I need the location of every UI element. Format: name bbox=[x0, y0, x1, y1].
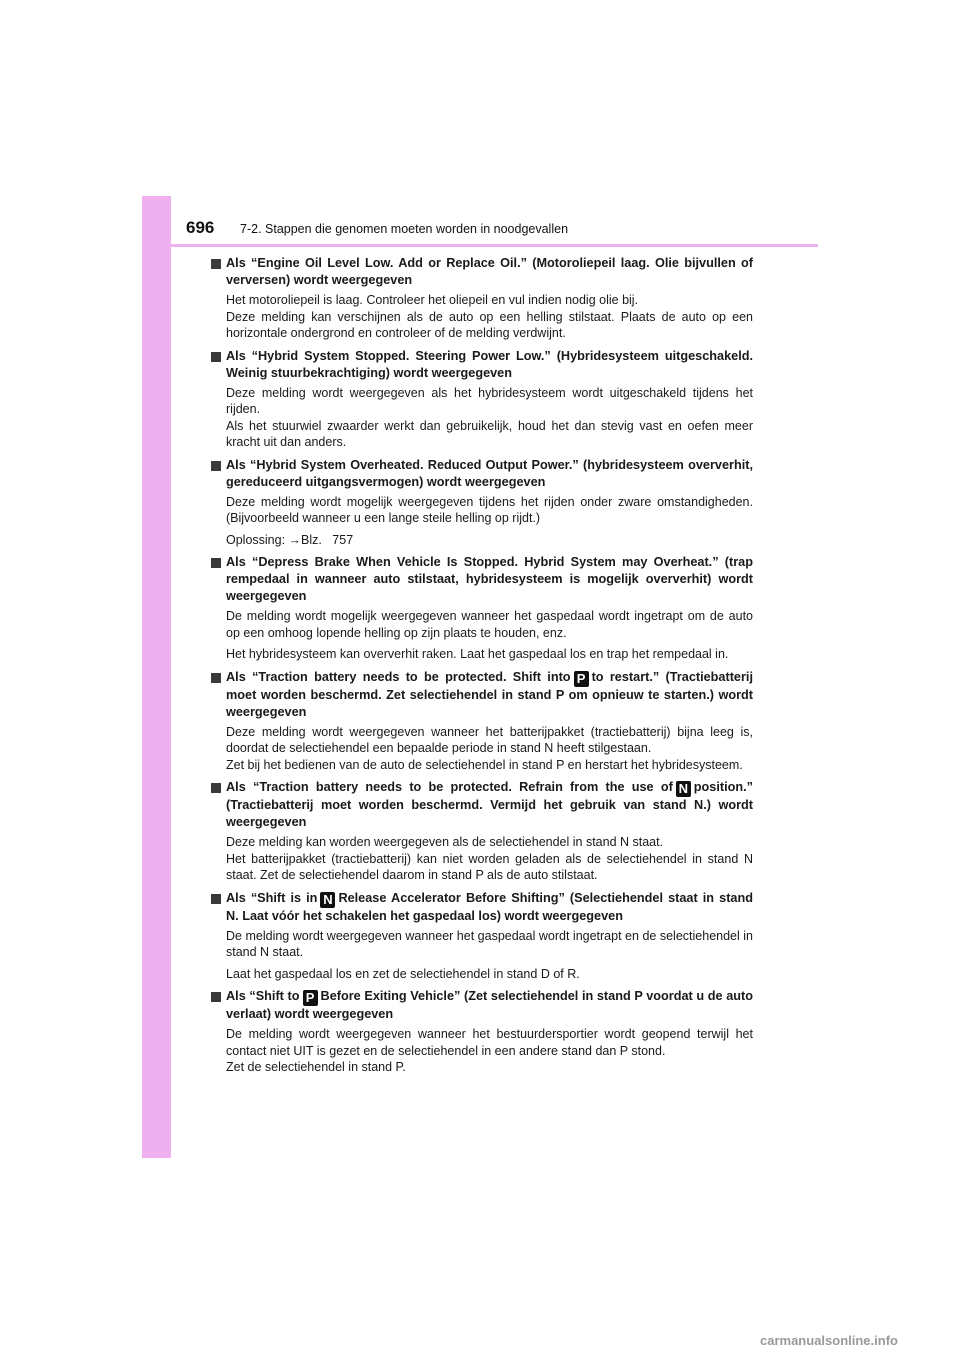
message-paragraph bbox=[211, 834, 753, 884]
message-paragraph bbox=[211, 724, 753, 774]
gear-p-icon: P bbox=[303, 990, 318, 1006]
heading-text-pre: Als “Traction battery needs to be protected. Refrain from the use of bbox=[226, 780, 673, 794]
message-heading bbox=[211, 348, 753, 382]
solution-line bbox=[211, 532, 753, 549]
paragraph-line: Laat het gaspedaal los en zet de selectiehendel in stand D of R. bbox=[226, 966, 580, 981]
message-paragraph bbox=[211, 385, 753, 451]
heading-text-post: Before Exiting Vehicle” (Zet selectiehendel in stand P voordat u de auto verlaat) wordt weergegeven bbox=[226, 989, 753, 1021]
solution-label: Oplossing: bbox=[226, 532, 289, 547]
sidebar-band bbox=[142, 196, 171, 1158]
section-title: 7-2. Stappen die genomen moeten worden in noodgevallen bbox=[240, 222, 569, 236]
paragraph-line: Het hybridesysteem kan oververhit raken. Laat het gaspedaal los en trap het rempedaal in. bbox=[226, 647, 729, 661]
message-heading bbox=[211, 669, 753, 721]
heading-text: Als “Hybrid System Stopped. Steering Power Low.” (Hybridesysteem uitgeschakeld. Weinig stuurbekrachtiging) wordt weergegeven bbox=[226, 348, 753, 380]
message-item bbox=[211, 779, 753, 884]
square-bullet-icon bbox=[211, 673, 221, 683]
page-number: 696 bbox=[186, 218, 215, 237]
paragraph-line: Deze melding kan worden weergegeven als de selectiehendel in stand N staat. bbox=[226, 835, 664, 849]
message-paragraph bbox=[211, 292, 753, 342]
square-bullet-icon bbox=[211, 558, 221, 568]
heading-text-pre: Als “Shift is in bbox=[226, 890, 318, 905]
heading-text: Als “Engine Oil Level Low. Add or Replace Oil.” (Motoroliepeil laag. Olie bijvullen of verversen) wordt weergegeven bbox=[226, 256, 753, 287]
paragraph-line: De melding wordt weergegeven wanneer het bestuurdersportier wordt geopend terwijl het contact niet UIT is gezet en de selectiehendel in een andere stand dan P stond. bbox=[226, 1027, 753, 1058]
square-bullet-icon bbox=[211, 461, 221, 471]
paragraph-line: De melding wordt weergegeven wanneer het gaspedaal wordt ingetrapt en de selectiehendel in stand N staat. bbox=[226, 928, 753, 959]
heading-text-post: position.” (Tractiebatterij moet worden beschermd. Vermijd het gebruik van stand N.) wordt weergegeven bbox=[226, 780, 753, 829]
content-area bbox=[211, 255, 753, 1082]
message-heading bbox=[211, 457, 753, 491]
message-item bbox=[211, 669, 753, 774]
message-heading bbox=[211, 779, 753, 831]
heading-text: Als “Hybrid System Overheated. Reduced Output Power.” (hybridesysteem oververhit, gereduceerd uitgangsvermogen) wordt weergegeven bbox=[226, 457, 753, 489]
message-item bbox=[211, 554, 753, 663]
message-paragraph bbox=[211, 966, 753, 983]
paragraph-line: Deze melding wordt mogelijk weergegeven tijdens het rijden onder zware omstandigheden. (Bijvoorbeeld wanneer u een lange steile helling op rijdt.) bbox=[226, 494, 753, 525]
paragraph-line: Zet bij het bedienen van de auto de selectiehendel in stand P en herstart het hybridesysteem. bbox=[226, 757, 743, 772]
message-item bbox=[211, 255, 753, 342]
gear-p-icon: P bbox=[574, 671, 589, 687]
message-item bbox=[211, 457, 753, 549]
header-rule bbox=[142, 244, 818, 247]
message-heading bbox=[211, 255, 753, 289]
paragraph-line: Deze melding wordt weergegeven als het hybridesysteem wordt uitgeschakeld tijdens het rijden. bbox=[226, 385, 753, 416]
square-bullet-icon bbox=[211, 259, 221, 269]
message-heading bbox=[211, 988, 753, 1023]
message-paragraph bbox=[211, 494, 753, 527]
square-bullet-icon bbox=[211, 783, 221, 793]
message-item bbox=[211, 890, 753, 983]
message-heading bbox=[211, 554, 753, 605]
gear-n-icon: N bbox=[320, 892, 335, 908]
message-item bbox=[211, 348, 753, 451]
message-paragraph bbox=[211, 1026, 753, 1076]
gear-n-icon: N bbox=[676, 781, 691, 797]
square-bullet-icon bbox=[211, 992, 221, 1002]
paragraph-line: Deze melding wordt weergegeven wanneer het batterijpakket (tractiebatterij) bijna leeg is, doordat de selectiehendel een bepaalde periode in stand N heeft stilgestaan. bbox=[226, 724, 753, 755]
paragraph-line: Als het stuurwiel zwaarder werkt dan gebruikelijk, houd het dan stevig vast en oefen meer kracht uit dan anders. bbox=[226, 418, 753, 449]
square-bullet-icon bbox=[211, 894, 221, 904]
message-paragraph bbox=[211, 608, 753, 641]
heading-text-pre: Als “Shift to bbox=[226, 989, 300, 1003]
message-paragraph bbox=[211, 928, 753, 961]
paragraph-line: Deze melding kan verschijnen als de auto op een helling stilstaat. Plaats de auto op een horizontale ondergrond en controleer of de melding verdwijnt. bbox=[226, 309, 753, 340]
heading-text-post: Release Accelerator Before Shifting” (Selectiehendel staat in stand N. Laat vóór het schakelen het gaspedaal los) wordt weergegeven bbox=[226, 890, 753, 923]
message-item bbox=[211, 988, 753, 1076]
message-paragraph bbox=[211, 646, 753, 663]
paragraph-line: Zet de selectiehendel in stand P. bbox=[226, 1060, 406, 1074]
page-reference-link[interactable]: Blz. 757 bbox=[301, 532, 354, 547]
watermark: carmanualsonline.info bbox=[760, 1333, 898, 1348]
message-heading bbox=[211, 890, 753, 925]
square-bullet-icon bbox=[211, 352, 221, 362]
paragraph-line: Het motoroliepeil is laag. Controleer het oliepeil en vul indien nodig olie bij. bbox=[226, 293, 639, 307]
heading-text-post: to restart.” (Tractiebatterij moet worden beschermd. Zet selectiehendel in stand P om opnieuw te starten.) wordt weergegeven bbox=[226, 669, 753, 719]
arrow-right-icon: → bbox=[288, 532, 302, 547]
paragraph-line: De melding wordt mogelijk weergegeven wanneer het gaspedaal wordt ingetrapt om de auto op een omhoog lopende helling op zijn plaats te houden, enz. bbox=[226, 609, 753, 640]
heading-text: Als “Depress Brake When Vehicle Is Stopped. Hybrid System may Overheat.” (trap rempedaal in wanneer auto stilstaat, hybridesysteem is mogelijk oververhit) wordt weergegeven bbox=[226, 555, 753, 603]
paragraph-line: Het batterijpakket (tractiebatterij) kan niet worden geladen als de selectiehendel in stand N staat. Zet de selectiehendel daarom in stand P als de auto stilstaat. bbox=[226, 851, 753, 882]
heading-text-pre: Als “Traction battery needs to be protected. Shift into bbox=[226, 669, 571, 684]
